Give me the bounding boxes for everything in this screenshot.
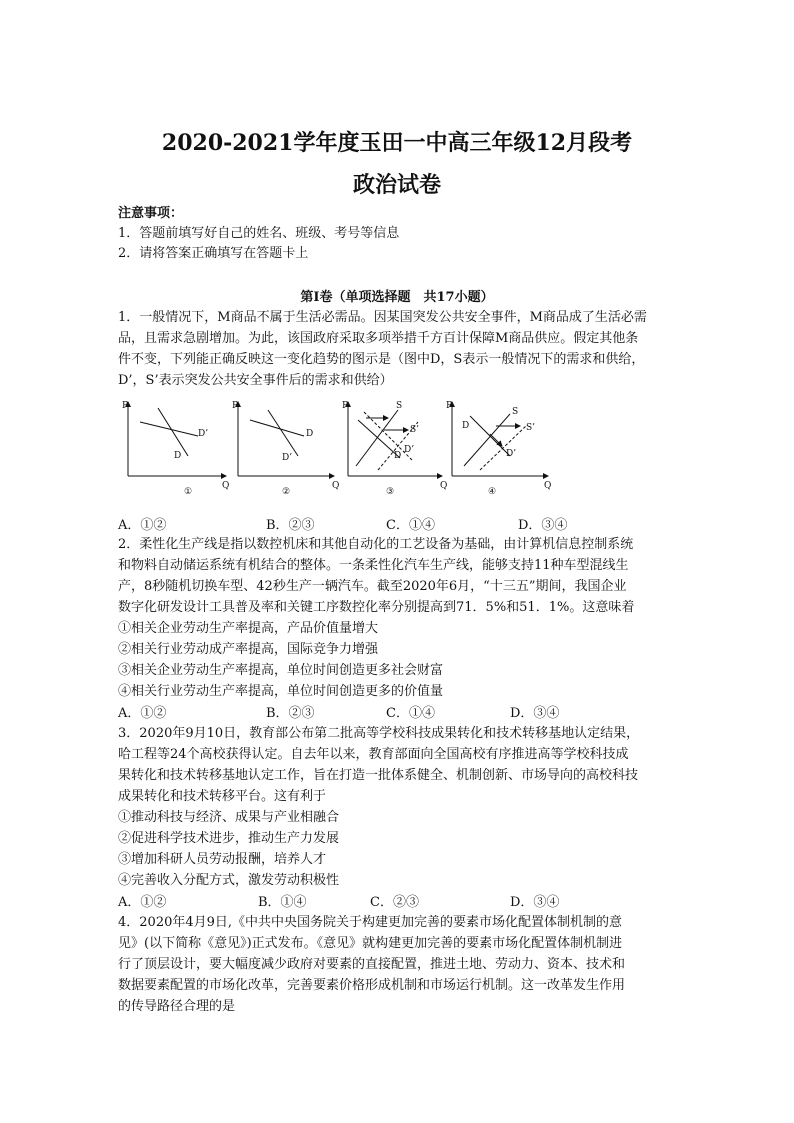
q4-text: 数据要素配置的市场化改革，完善要素价格形成机制和市场运行机制。这一改革发生作用 (118, 978, 626, 993)
option-c[interactable]: C．②③ (370, 895, 419, 910)
q3-text: 哈工程等24个高校获得认定。自去年以来，教育部面向全国高校有序推进高等学校科技成 (118, 747, 629, 762)
s-label: S (512, 407, 519, 417)
option-a[interactable]: A．①② (118, 518, 167, 533)
axis-q-label: Q (332, 481, 340, 491)
notice-item: 2．请将答案正确填写在答题卡上 (118, 246, 309, 261)
q2-text: 数字化研发设计工具普及率和关键工序数控化率分别提高到71．5%和51．1%。这意味着 (118, 600, 635, 615)
diagram-3 (342, 401, 447, 497)
q1-figure (118, 396, 558, 504)
notice-heading: 注意事项： (118, 206, 184, 221)
option-d[interactable]: D．③④ (518, 518, 568, 533)
page-subtitle: 政治试卷 (352, 172, 441, 198)
q3-item: ②促进科学技术进步，推动生产力发展 (118, 831, 340, 846)
q3-item: ①推动科技与经济、成果与产业相融合 (118, 810, 340, 825)
q3-text: 果转化和技术转移基地认定工作，旨在打造一批体系健全、机制创新、市场导向的高校科技 (118, 768, 639, 783)
axis-p-label: P (446, 401, 453, 411)
q4-text: 行了顶层设计，要大幅度减少政府对要素的直接配置，推进土地、劳动力、资本、技术和 (118, 957, 626, 972)
d-label: D (462, 421, 470, 431)
option-d[interactable]: D．③④ (510, 895, 560, 910)
notice-item: 1．答题前填写好自己的姓名、班级、考号等信息 (118, 226, 400, 241)
q2-text: 2．柔性化生产线是指以数控机床和其他自动化的工艺设备为基础，由计算机信息控制系统 (118, 537, 634, 552)
axis-p-label: P (342, 401, 349, 411)
d-prime-label: D’ (404, 445, 415, 455)
q3-text: 成果转化和技术转移平台。这有利于 (118, 789, 327, 804)
diagram-4 (446, 401, 551, 497)
q2-options (118, 702, 678, 722)
d-label: D (394, 451, 402, 461)
q1-text: 品，且需求急剧增加。为此，该国政府采取多项举措千方百计保障M商品供应。假定其他条 (118, 331, 639, 346)
option-c[interactable]: C．①④ (386, 518, 435, 533)
diagram-label-4: ④ (488, 487, 497, 497)
q3-options (118, 891, 678, 911)
section-title: 第I卷（单项选择题 共17小题） (300, 290, 494, 305)
q2-item: ①相关企业劳动生产率提高，产品价值量增大 (118, 621, 379, 636)
axis-q-label: Q (544, 481, 552, 491)
q3-item: ④完善收入分配方式，激发劳动积极性 (118, 873, 340, 888)
page-title: 2020-2021学年度玉田一中高三年级12月段考 (161, 130, 633, 156)
supply-demand-diagrams (118, 396, 558, 504)
q3-item: ③增加科研人员劳动报酬，培养人才 (118, 852, 327, 867)
option-a[interactable]: A．①② (118, 706, 167, 721)
d-prime-label: D’ (198, 429, 209, 439)
q1-text: 1．一般情况下，M商品不属于生活必需品。因某国突发公共安全事件，M商品成了生活必需 (118, 310, 647, 325)
diagram-label-2: ② (282, 487, 291, 497)
axis-q-label: Q (222, 481, 230, 491)
q1-text: D’，S’表示突发公共安全事件后的需求和供给） (118, 373, 393, 388)
d-label: D (306, 429, 314, 439)
q2-text: 产，8秒随机切换车型、42秒生产一辆汽车。截至2020年6月，“十三五”期间，我国企业 (118, 579, 627, 594)
s-prime-label: S’ (410, 425, 420, 435)
q4-text: 4．2020年4月9日,《中共中央国务院关于构建更加完善的要素市场化配置体制机制的意 (118, 915, 623, 930)
q2-item: ②相关行业劳动成产率提高，国际竞争力增强 (118, 642, 379, 657)
d-label: D (174, 451, 182, 461)
diagram-2 (232, 401, 339, 497)
diagram-label-1: ① (184, 487, 193, 497)
d-prime-label: D’ (506, 449, 517, 459)
axis-p-label: P (232, 401, 239, 411)
option-a[interactable]: A．①② (118, 895, 167, 910)
option-b[interactable]: B．②③ (266, 706, 315, 721)
diagram-1 (122, 401, 229, 497)
q2-item: ④相关行业劳动生产率提高，单位时间创造更多的价值量 (118, 684, 444, 699)
q1-text: 件不变，下列能正确反映这一变化趋势的图示是（图中D，S表示一般情况下的需求和供给， (118, 352, 645, 367)
d-prime-label: D’ (282, 453, 293, 463)
option-c[interactable]: C．①④ (386, 706, 435, 721)
axis-p-label: P (122, 401, 129, 411)
axis-q-label: Q (440, 481, 448, 491)
s-prime-label: S’ (526, 423, 536, 433)
option-b[interactable]: B．②③ (266, 518, 315, 533)
q1-options (118, 514, 678, 534)
q3-text: 3．2020年9月10日，教育部公布第二批高等学校科技成果转化和技术转移基地认定结果， (118, 726, 640, 741)
option-d[interactable]: D．③④ (510, 706, 560, 721)
diagram-label-3: ③ (386, 487, 395, 497)
q4-text: 见》(以下简称《意见》)正式发布。《意见》就构建更加完善的要素市场化配置体制机制进 (118, 936, 623, 951)
s-label: S (396, 401, 403, 411)
option-b[interactable]: B．①④ (258, 895, 307, 910)
q2-text: 和物料自动储运系统有机结合的整体。一条柔性化汽车生产线，能够支持11种车型混线生 (118, 558, 629, 573)
q4-text: 的传导路径合理的是 (118, 999, 236, 1014)
q2-item: ③相关企业劳动生产率提高，单位时间创造更多社会财富 (118, 663, 444, 678)
